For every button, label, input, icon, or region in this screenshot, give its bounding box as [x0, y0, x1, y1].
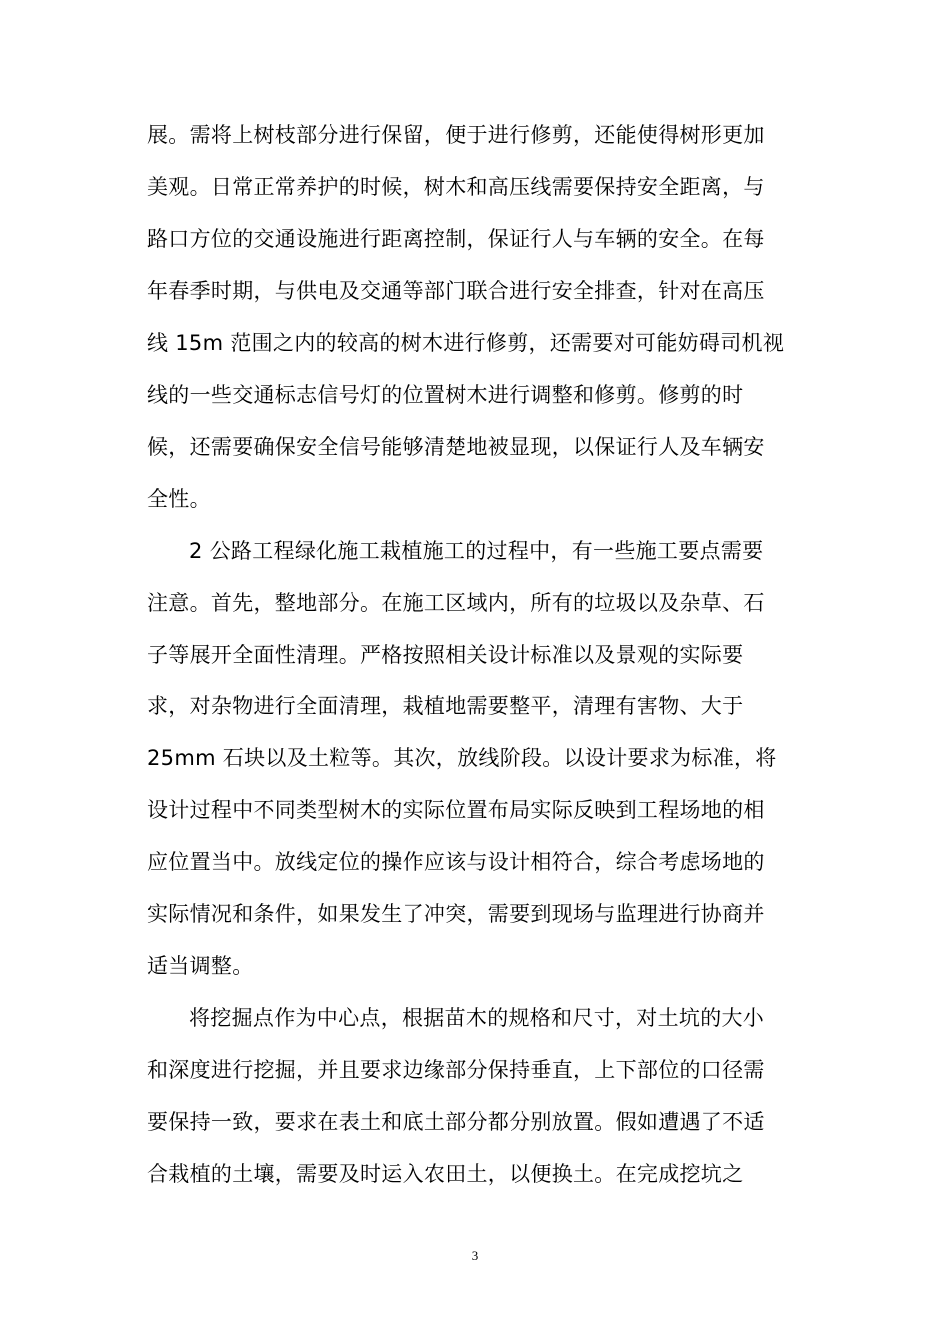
text-line: 线的一些交通标志信号灯的位置树木进行调整和修剪。修剪的时 [147, 383, 744, 407]
text-line: 合栽植的土壤，需要及时运入农田土，以便换土。在完成挖坑之 [147, 1162, 744, 1186]
text-line: 设计过程中不同类型树木的实际位置布局实际反映到工程场地的相 [147, 798, 765, 822]
text-line: 应位置当中。放线定位的操作应该与设计相符合，综合考虑场地的 [147, 850, 765, 874]
paragraph-first-line: 2 公路工程绿化施工栽植施工的过程中，有一些施工要点需要 [189, 539, 764, 563]
text-line: 展。需将上树枝部分进行保留，便于进行修剪，还能使得树形更加 [147, 123, 765, 147]
text-line: 和深度进行挖掘，并且要求边缘部分保持垂直，上下部位的口径需 [147, 1058, 765, 1082]
text-line: 子等展开全面性清理。严格按照相关设计标准以及景观的实际要 [147, 643, 744, 667]
text-line: 全性。 [147, 487, 211, 511]
page-number: 3 [471, 1248, 479, 1263]
text-line: 实际情况和条件，如果发生了冲突，需要到现场与监理进行协商并 [147, 902, 765, 926]
text-line: 注意。首先，整地部分。在施工区域内，所有的垃圾以及杂草、石 [147, 591, 765, 615]
text-line: 线 15m 范围之内的较高的树木进行修剪，还需要对可能妨碍司机视 [147, 331, 785, 355]
text-line: 候，还需要确保安全信号能够清楚地被显现，以保证行人及车辆安 [147, 435, 765, 459]
paragraph-first-line: 将挖掘点作为中心点，根据苗木的规格和尺寸，对土坑的大小 [189, 1006, 765, 1030]
text-line: 要保持一致，要求在表土和底土部分都分别放置。假如遭遇了不适 [147, 1110, 765, 1134]
text-line: 适当调整。 [147, 954, 254, 978]
text-line: 求，对杂物进行全面清理，栽植地需要整平，清理有害物、大于 [147, 694, 744, 718]
text-line: 路口方位的交通设施进行距离控制，保证行人与车辆的安全。在每 [147, 227, 765, 251]
text-line: 年春季时期，与供电及交通等部门联合进行安全排查，针对在高压 [147, 279, 765, 303]
text-line: 美观。日常正常养护的时候，树木和高压线需要保持安全距离，与 [147, 175, 765, 199]
text-line: 25mm 石块以及土粒等。其次，放线阶段。以设计要求为标准，将 [147, 746, 777, 770]
